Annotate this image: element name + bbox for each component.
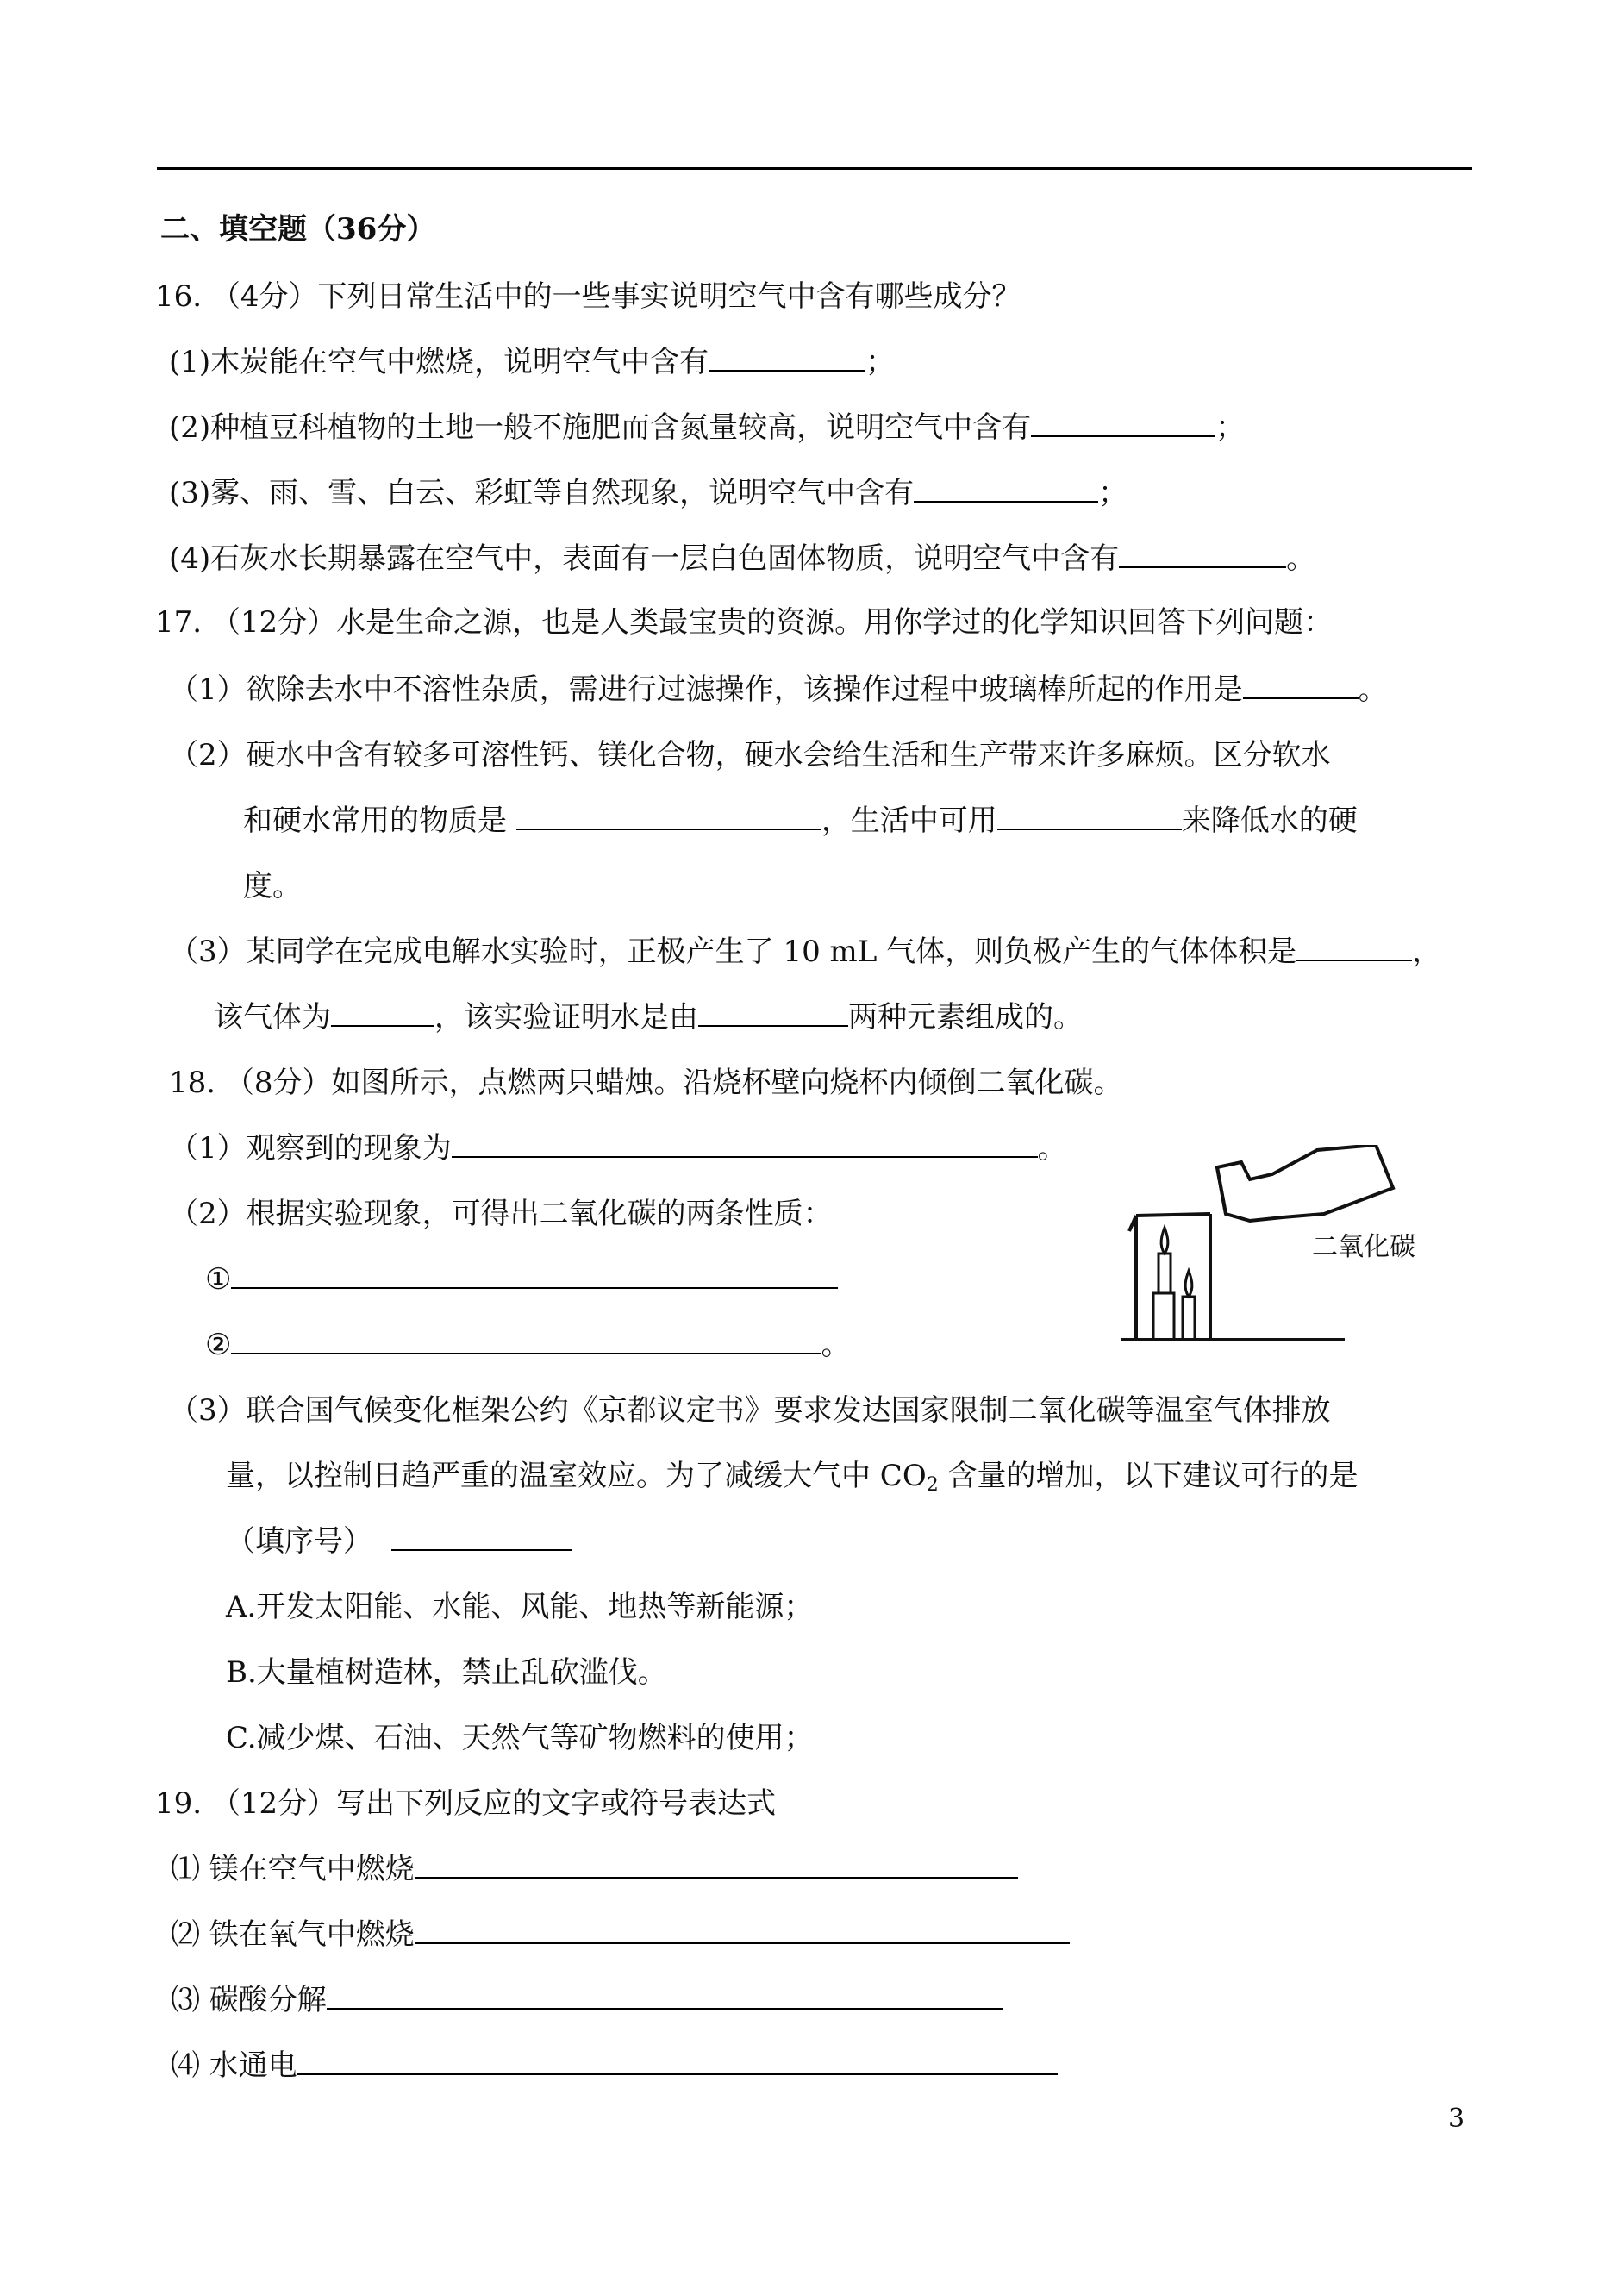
answer-blank[interactable] xyxy=(297,2048,1058,2075)
answer-blank[interactable] xyxy=(415,1917,1070,1944)
q19-part1: ⑴ 镁在空气中燃烧 xyxy=(171,1850,1018,1888)
answer-blank[interactable] xyxy=(327,1982,1003,2010)
q18-part1: （1）观察到的现象为 。 xyxy=(169,1131,1067,1166)
answer-blank[interactable] xyxy=(391,1523,572,1551)
q17-part2-line1: （2）硬水中含有较多可溶性钙、镁化合物，硬水会给生活和生产带来许多麻烦。区分软水 xyxy=(169,738,1331,772)
q16-part3: (3)雾、雨、雪、白云、彩虹等自然现象，说明空气中含有 ； xyxy=(169,476,1128,510)
q18-option-c: C.减少煤、石油、天然气等矿物燃料的使用； xyxy=(226,1721,814,1755)
answer-blank[interactable] xyxy=(516,803,821,830)
q18-property-1: ① xyxy=(205,1260,838,1298)
section-title: 二、填空题（36分） xyxy=(160,212,436,247)
answer-blank[interactable] xyxy=(231,1327,821,1354)
q18-part3-line3: （填序号） xyxy=(226,1523,572,1560)
answer-blank[interactable] xyxy=(415,1851,1018,1879)
q17-part2-line2: 和硬水常用的物质是 ，生活中可用 来降低水的硬 xyxy=(243,804,1358,838)
q17-stem: 17. （12分）水是生命之源，也是人类最宝贵的资源。用你学过的化学知识回答下列问题： xyxy=(155,605,1334,640)
q16-part4: (4)石灰水长期暴露在空气中，表面有一层白色固体物质，说明空气中含有 。 xyxy=(169,541,1316,576)
q17-part1: （1）欲除去水中不溶性杂质，需进行过滤操作，该操作过程中玻璃棒所起的作用是 。 xyxy=(169,672,1388,707)
q18-part2: （2）根据实验现象，可得出二氧化碳的两条性质： xyxy=(169,1197,833,1231)
candle-icon xyxy=(1153,1228,1195,1340)
answer-blank[interactable] xyxy=(709,344,865,372)
q18-stem: 18. （8分）如图所示，点燃两只蜡烛。沿烧杯壁向烧杯内倾倒二氧化碳。 xyxy=(169,1066,1123,1100)
q18-property-2: ② 。 xyxy=(205,1328,851,1362)
q16-part1: (1)木炭能在空气中燃烧，说明空气中含有 ； xyxy=(169,345,896,379)
answer-blank[interactable] xyxy=(1243,672,1359,699)
co2-candle-figure xyxy=(1121,1145,1465,1345)
answer-blank[interactable] xyxy=(914,475,1098,503)
q17-part3-line1: （3）某同学在完成电解水实验时，正极产生了 10 mL 气体，则负极产生的气体体积是 ， xyxy=(169,935,1442,969)
answer-blank[interactable] xyxy=(331,999,434,1027)
answer-blank[interactable] xyxy=(1031,410,1215,437)
answer-blank[interactable] xyxy=(698,999,848,1027)
q19-part4: ⑷ 水通电 xyxy=(171,2047,1058,2085)
q17-part2-line3: 度。 xyxy=(243,869,302,904)
header-rule xyxy=(157,167,1472,170)
answer-blank[interactable] xyxy=(452,1130,1038,1158)
answer-blank[interactable] xyxy=(997,803,1182,830)
q17-part3-line2: 该气体为 ，该实验证明水是由 两种元素组成的。 xyxy=(214,1000,1083,1035)
q18-option-a: A.开发太阳能、水能、风能、地热等新能源； xyxy=(226,1590,814,1624)
q19-part2: ⑵ 铁在氧气中燃烧 xyxy=(171,1916,1070,1954)
answer-blank[interactable] xyxy=(1296,934,1412,961)
q18-option-b: B.大量植树造林，禁止乱砍滥伐。 xyxy=(226,1655,667,1690)
q19-part3: ⑶ 碳酸分解 xyxy=(171,1981,1003,2019)
answer-blank[interactable] xyxy=(231,1261,838,1289)
bottle-icon xyxy=(1217,1145,1393,1221)
q16-stem: 16. （4分）下列日常生活中的一些事实说明空气中含有哪些成分？ xyxy=(155,279,1021,314)
q19-stem: 19. （12分）写出下列反应的文字或符号表达式 xyxy=(155,1786,777,1821)
q18-part3-line2: 量，以控制日趋严重的温室效应。为了减缓大气中 $CO_2$ 含量的增加，以下建议可行的是 xyxy=(226,1459,1359,1496)
answer-blank[interactable] xyxy=(1119,541,1286,568)
q18-part3-line1: （3）联合国气候变化框架公约《京都议定书》要求发达国家限制二氧化碳等温室气体排放 xyxy=(169,1393,1331,1428)
q16-part2: (2)种植豆科植物的土地一般不施肥而含氮量较高，说明空气中含有 ； xyxy=(169,410,1246,445)
figure-label: 二氧化碳 xyxy=(1312,1233,1415,1261)
page-number: 3 xyxy=(1448,2104,1465,2134)
